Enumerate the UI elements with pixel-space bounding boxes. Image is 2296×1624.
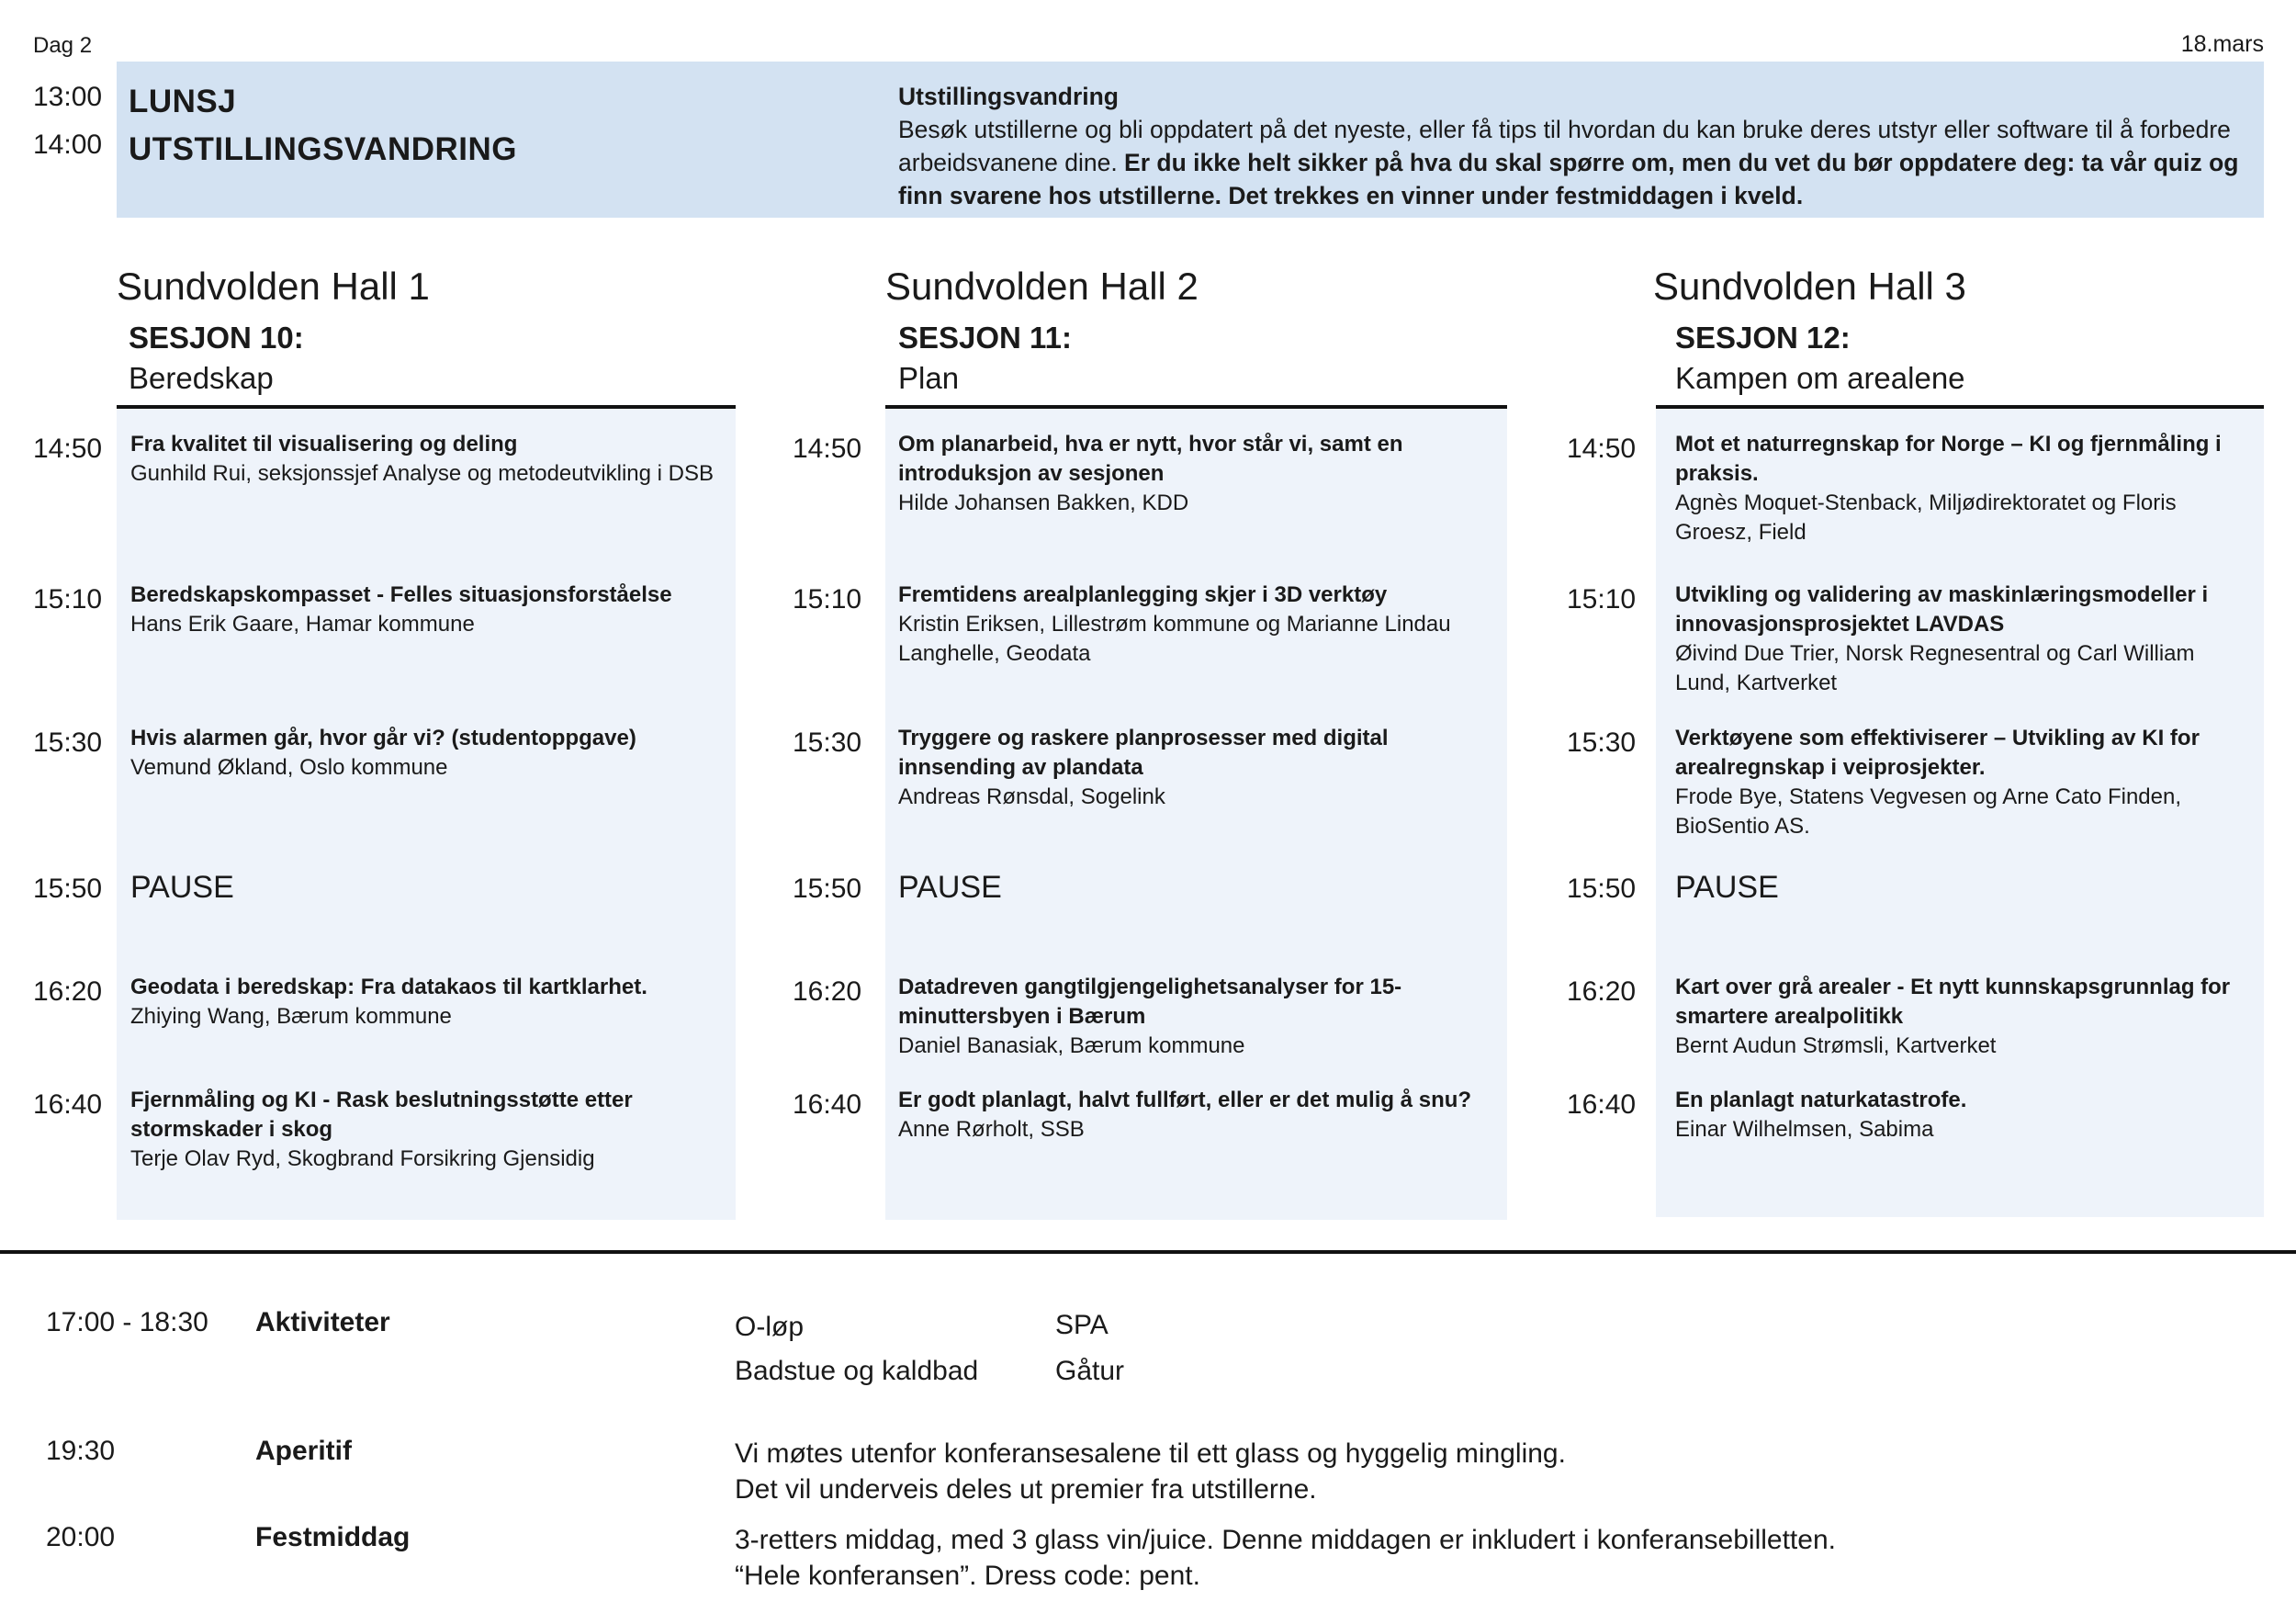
hall-1-talk-1530: [130, 724, 718, 783]
talk-title: Verktøyene som effektiviserer – Utvikling av KI for arealregnskap i veiprosjekter.: [1675, 726, 2200, 780]
hall-2-talk-1450: [898, 430, 1486, 518]
talk-speaker: Kristin Eriksen, Lillestrøm kommune og Marianne Lindau Langhelle, Geodata: [898, 612, 1451, 666]
hall-3-time-1640: 16:40: [1567, 1089, 1637, 1120]
talk-speaker: Daniel Banasiak, Bærum kommune: [898, 1033, 1245, 1058]
activities-time: 17:00 - 18:30: [46, 1307, 208, 1337]
dinner-line: “Hele konferansen”. Dress code: pent.: [735, 1561, 1200, 1591]
hall-2-session: SESJON 11:: [898, 321, 1072, 355]
aperitif-time: 19:30: [46, 1436, 116, 1466]
talk-title: Geodata i beredskap: Fra datakaos til kartklarhet.: [130, 975, 647, 999]
hall-3-name: Sundvolden Hall 3: [1653, 265, 1966, 308]
talk-title: Er godt planlagt, halvt fullført, eller er det mulig å snu?: [898, 1088, 1472, 1112]
lunch-title: LUNSJ: [129, 84, 237, 119]
hall-1-time-1450: 14:50: [33, 434, 103, 464]
exhibition-text: Besøk utstillerne og bli oppdatert på det nyeste, eller få tips til hvordan du kan bruke deres utstyr eller software til å forbedre arbeidsvanene dine.: [898, 116, 2231, 176]
talk-speaker: Frode Bye, Statens Vegvesen og Arne Cato Finden, BioSentio AS.: [1675, 784, 2182, 839]
hall-1-time-1550: 15:50: [33, 874, 103, 904]
talk-speaker: Anne Rørholt, SSB: [898, 1117, 1085, 1142]
hall-1-talk-1620: [130, 973, 718, 1032]
hall-3-session: SESJON 12:: [1675, 321, 1851, 355]
exhibition-description: [898, 80, 2248, 212]
talk-speaker: Hilde Johansen Bakken, KDD: [898, 491, 1189, 515]
hall-2-pause: PAUSE: [898, 870, 1002, 905]
hall-3-talk-1530: [1675, 724, 2254, 841]
aperitif-line: Vi møtes utenfor konferansesalene til ett glass og hyggelig mingling.: [735, 1438, 1566, 1469]
hall-3-talk-1620: [1675, 973, 2254, 1061]
hall-2-time-1550: 15:50: [793, 874, 862, 904]
hall-3-topic: Kampen om arealene: [1675, 361, 1965, 395]
activity-spa: SPA: [1055, 1310, 1109, 1340]
lunch-time-start: 13:00: [33, 82, 103, 112]
aperitif-line: Det vil underveis deles ut premier fra utstillerne.: [735, 1474, 1317, 1505]
dinner-name: Festmiddag: [255, 1522, 411, 1552]
hall-1-session: SESJON 10:: [129, 321, 304, 355]
hall-3-talk-1510: [1675, 581, 2254, 698]
activities-name: Aktiviteter: [255, 1307, 390, 1337]
talk-title: Datadreven gangtilgjengelighetsanalyser for 15-minuttersbyen i Bærum: [898, 975, 1402, 1029]
talk-title: Beredskapskompasset - Felles situasjonsforståelse: [130, 582, 672, 607]
talk-speaker: Gunhild Rui, seksjonssjef Analyse og metodeutvikling i DSB: [130, 461, 714, 486]
hall-2-time-1510: 15:10: [793, 584, 862, 615]
talk-title: En planlagt naturkatastrofe.: [1675, 1088, 1967, 1112]
hall-3-pause: PAUSE: [1675, 870, 1779, 905]
aperitif-description: [735, 1436, 1566, 1507]
date-label: 18.mars: [2180, 31, 2264, 57]
hall-1-talk-1640: [130, 1086, 718, 1174]
hall-2-time-1530: 15:30: [793, 727, 862, 758]
activity-walk: Gåtur: [1055, 1356, 1125, 1386]
lunch-time-end: 14:00: [33, 130, 103, 160]
activity-orienteering: O-løp: [735, 1312, 804, 1342]
hall-1-name: Sundvolden Hall 1: [117, 265, 430, 308]
talk-title: Fra kvalitet til visualisering og deling: [130, 432, 518, 457]
aperitif-name: Aperitif: [255, 1436, 352, 1466]
talk-title: Hvis alarmen går, hvor går vi? (studentoppgave): [130, 726, 636, 750]
talk-speaker: Øivind Due Trier, Norsk Regnesentral og Carl William Lund, Kartverket: [1675, 641, 2195, 695]
talk-speaker: Vemund Økland, Oslo kommune: [130, 755, 448, 780]
day-label: Dag 2: [33, 33, 93, 58]
hall-1-talk-1510: [130, 581, 718, 639]
talk-title: Tryggere og raskere planprosesser med digital innsending av plandata: [898, 726, 1389, 780]
hall-3-talk-1640: [1675, 1086, 2254, 1145]
talk-speaker: Agnès Moquet-Stenback, Miljødirektoratet og Floris Groesz, Field: [1675, 491, 2177, 545]
dinner-description: [735, 1522, 1836, 1594]
talk-title: Utvikling og validering av maskinlæringsmodeller i innovasjonsprosjektet LAVDAS: [1675, 582, 2209, 637]
talk-speaker: Bernt Audun Strømsli, Kartverket: [1675, 1033, 1997, 1058]
talk-speaker: Hans Erik Gaare, Hamar kommune: [130, 612, 475, 637]
hall-3-time-1620: 16:20: [1567, 976, 1637, 1007]
talk-speaker: Andreas Rønsdal, Sogelink: [898, 784, 1165, 809]
hall-2-time-1620: 16:20: [793, 976, 862, 1007]
talk-title: Fjernmåling og KI - Rask beslutningsstøtte etter stormskader i skog: [130, 1088, 633, 1142]
hall-2-topic: Plan: [898, 361, 960, 395]
hall-2-name: Sundvolden Hall 2: [885, 265, 1199, 308]
talk-title: Fremtidens arealplanlegging skjer i 3D verktøy: [898, 582, 1388, 607]
talk-title: Kart over grå arealer - Et nytt kunnskapsgrunnlag for smartere arealpolitikk: [1675, 975, 2231, 1029]
hall-2-talk-1510: [898, 581, 1486, 669]
hall-2-time-1450: 14:50: [793, 434, 862, 464]
hall-3-time-1550: 15:50: [1567, 874, 1637, 904]
exhibition-quiz-text: Er du ikke helt sikker på hva du skal spørre om, men du vet du bør oppdatere deg: ta vår quiz og finn svarene hos utstillerne. Det trekkes en vinner under festmiddagen i kveld.: [898, 149, 2239, 209]
talk-speaker: Terje Olav Ryd, Skogbrand Forsikring Gjensidig: [130, 1146, 595, 1171]
hall-3-time-1450: 14:50: [1567, 434, 1637, 464]
activity-sauna: Badstue og kaldbad: [735, 1356, 979, 1386]
talk-title: Mot et naturregnskap for Norge – KI og fjernmåling i praksis.: [1675, 432, 2222, 486]
hall-1-talk-1450: [130, 430, 718, 489]
dinner-time: 20:00: [46, 1522, 116, 1552]
hall-1-time-1640: 16:40: [33, 1089, 103, 1120]
hall-3-talk-1450: [1675, 430, 2254, 547]
hall-1-topic: Beredskap: [129, 361, 274, 395]
hall-3-time-1530: 15:30: [1567, 727, 1637, 758]
hall-2-talk-1620: [898, 973, 1486, 1061]
talk-title: Om planarbeid, hva er nytt, hvor står vi, samt en introduksjon av sesjonen: [898, 432, 1403, 486]
hall-2-talk-1640: [898, 1086, 1486, 1145]
hall-1-time-1510: 15:10: [33, 584, 103, 615]
hall-1-time-1620: 16:20: [33, 976, 103, 1007]
exhibition-heading: Utstillingsvandring: [898, 83, 1119, 110]
section-divider: [0, 1250, 2296, 1254]
hall-3-time-1510: 15:10: [1567, 584, 1637, 615]
hall-1-pause: PAUSE: [130, 870, 234, 905]
talk-speaker: Einar Wilhelmsen, Sabima: [1675, 1117, 1934, 1142]
dinner-line: 3-retters middag, med 3 glass vin/juice. Denne middagen er inkludert i konferansebilletten.: [735, 1525, 1836, 1555]
hall-1-time-1530: 15:30: [33, 727, 103, 758]
talk-speaker: Zhiying Wang, Bærum kommune: [130, 1004, 452, 1029]
exhibition-title: UTSTILLINGSVANDRING: [129, 131, 518, 167]
hall-2-talk-1530: [898, 724, 1486, 812]
hall-2-time-1640: 16:40: [793, 1089, 862, 1120]
